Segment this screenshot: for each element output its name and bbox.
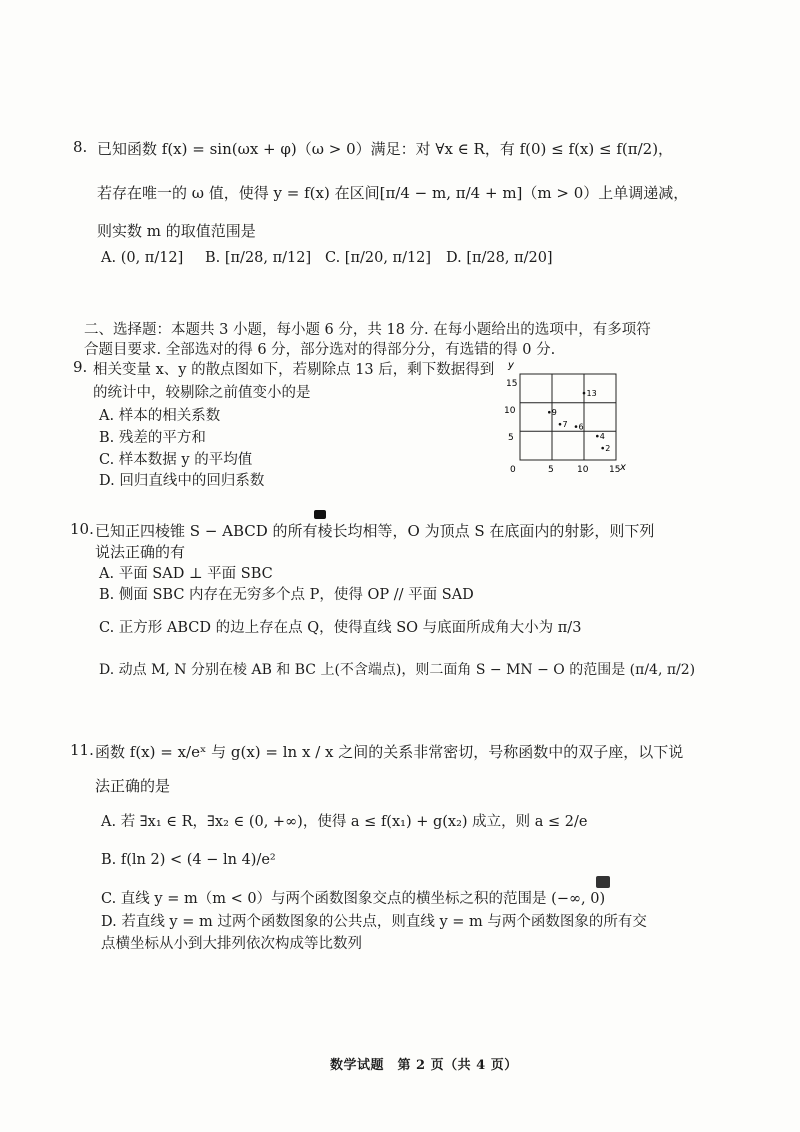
scatter-point-label: 7 xyxy=(562,420,568,430)
section-text: 合题目要求. 全部选对的得 6 分，部分选对的得部分分，有选错的得 0 分. xyxy=(84,342,556,358)
scatter-point xyxy=(583,392,586,395)
option-b: B. 侧面 SBC 内存在无穷多个点 P，使得 OP // 平面 SAD xyxy=(99,587,474,603)
option-d: D. 若直线 y = m 过两个函数图象的公共点，则直线 y = m 与两个函数图象的所有交 xyxy=(101,914,647,930)
scatter-point-label: 13 xyxy=(586,389,597,399)
option-d: D. [π/28, π/20] xyxy=(446,250,553,266)
scatter-point xyxy=(601,447,604,450)
question-text: 函数 f(x) = x/eˣ 与 g(x) = ln x / x 之间的关系非常密切，号称函数中的双子座，以下说 xyxy=(95,743,684,761)
option-b: B. [π/28, π/12] xyxy=(205,250,312,266)
question-text: 已知函数 f(x) = sin(ωx + φ)（ω > 0）满足：对 ∀x ∈ R，有 f(0) ≤ f(x) ≤ f(π/2)， xyxy=(97,140,674,158)
axis-x-label: x xyxy=(620,462,626,473)
option-c: C. 直线 y = m（m < 0）与两个函数图象交点的横坐标之积的范围是 (−∞, 0) xyxy=(101,891,606,907)
scatter-points xyxy=(548,389,610,453)
question-number: 11. xyxy=(70,741,94,759)
y-tick-10: 10 xyxy=(504,406,516,416)
question-number: 10. xyxy=(70,520,94,538)
scatter-point-label: 6 xyxy=(578,422,584,432)
option-a: A. 样本的相关系数 xyxy=(99,408,221,424)
scatter-point-label: 4 xyxy=(599,432,605,442)
scatter-point xyxy=(548,411,551,414)
option-d: D. 回归直线中的回归系数 xyxy=(99,473,265,489)
scatter-point-label: 9 xyxy=(551,408,557,418)
question-text: 则实数 m 的取值范围是 xyxy=(97,222,256,240)
scan-smudge xyxy=(596,876,610,888)
option-c: C. 样本数据 y 的平均值 xyxy=(99,452,253,468)
x-tick-5: 5 xyxy=(548,465,554,475)
y-tick-5: 5 xyxy=(508,433,514,443)
question-text: 的统计中，较剔除之前值变小的是 xyxy=(93,385,311,401)
scatter-grid xyxy=(520,374,616,460)
question-text: 若存在唯一的 ω 值，使得 y = f(x) 在区间[π/4 − m, π/4 + m]（m > 0）上单调递减， xyxy=(97,184,689,202)
option-d-continued: 点横坐标从小到大排列依次构成等比数列 xyxy=(101,936,362,952)
option-a: A. 平面 SAD ⊥ 平面 SBC xyxy=(99,566,273,582)
scatter-point xyxy=(575,425,578,428)
scatter-point xyxy=(559,423,562,426)
x-tick-10: 10 xyxy=(577,465,589,475)
question-number: 8. xyxy=(73,138,88,156)
section-text: 二、选择题：本题共 3 小题，每小题 6 分，共 18 分. 在每小题给出的选项中，有多项符 xyxy=(84,322,651,338)
option-c: C. [π/20, π/12] xyxy=(325,250,432,266)
option-c: C. 正方形 ABCD 的边上存在点 Q，使得直线 SO 与底面所成角大小为 π/3 xyxy=(99,620,582,636)
page-footer: 数学试题 第 2 页（共 4 页） xyxy=(330,1058,518,1073)
scatter-point-label: 2 xyxy=(605,444,611,454)
question-text: 法正确的是 xyxy=(95,777,171,795)
option-a: A. 若 ∃x₁ ∈ R，∃x₂ ∈ (0, +∞)，使得 a ≤ f(x₁) + g(x₂) 成立，则 a ≤ 2/e xyxy=(101,814,588,830)
question-text: 说法正确的有 xyxy=(95,543,186,561)
scatter-plot xyxy=(498,356,633,478)
option-b: B. f(ln 2) < (4 − ln 4)/e² xyxy=(101,852,276,868)
scan-smudge xyxy=(314,510,326,519)
question-number: 9. xyxy=(73,358,88,376)
x-tick-15: 15 xyxy=(609,465,621,475)
y-tick-15: 15 xyxy=(506,379,518,389)
option-d: D. 动点 M, N 分别在棱 AB 和 BC 上(不含端点)，则二面角 S − MN − O 的范围是 (π/4, π/2) xyxy=(99,662,696,678)
axis-y-label: y xyxy=(508,360,514,371)
origin-label: 0 xyxy=(510,465,516,475)
question-text: 相关变量 x、y 的散点图如下，若剔除点 13 后，剩下数据得到 xyxy=(93,362,495,378)
question-text: 已知正四棱锥 S − ABCD 的所有棱长均相等，O 为顶点 S 在底面内的射影，则下列 xyxy=(95,522,655,540)
option-b: B. 残差的平方和 xyxy=(99,430,206,446)
scatter-point xyxy=(596,435,599,438)
option-a: A. (0, π/12] xyxy=(101,250,184,266)
